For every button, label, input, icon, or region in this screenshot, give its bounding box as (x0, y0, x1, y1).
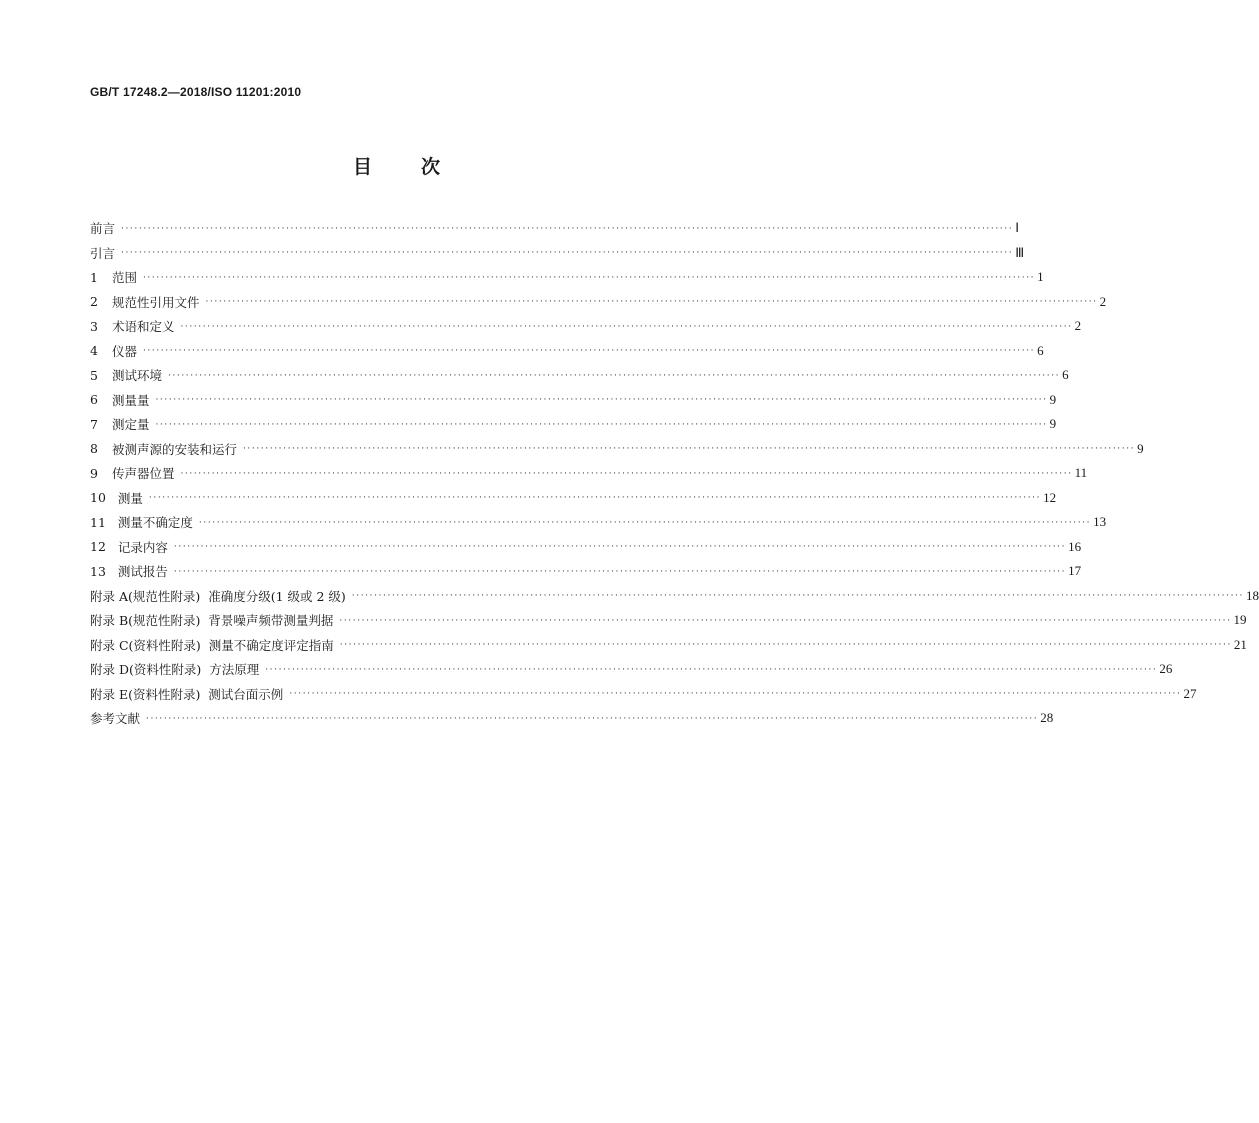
toc-entry-label: 引言 (90, 245, 116, 261)
toc-entry[interactable] (90, 437, 1144, 462)
document-code: GB/T 17248.2—2018/ISO 11201:2010 (90, 85, 302, 99)
dot-leader: ········································································································································································································ (167, 370, 1061, 381)
toc-entry[interactable] (90, 290, 1107, 315)
toc-entry-page: 19 (1233, 612, 1247, 628)
toc-entry[interactable] (90, 265, 1044, 290)
toc-entry-label: 仪器 (111, 343, 137, 359)
toc-entry-page: 2 (1074, 318, 1082, 334)
toc-entry-label: 前言 (90, 221, 116, 237)
toc-entry-label: 传声器位置 (111, 466, 175, 482)
toc-entry-page: 9 (1049, 391, 1057, 407)
toc-entry-number: 1 (90, 269, 98, 285)
toc-entry-page: 18 (1245, 587, 1259, 603)
toc-entry[interactable] (90, 241, 1025, 266)
toc-entry-page: 9 (1137, 440, 1144, 456)
toc-entry-label: (资料性附录) 测试台面示例 (128, 686, 284, 702)
dot-leader: ········································································································································································································ (148, 493, 1042, 504)
toc-entry-page: 6 (1062, 367, 1069, 383)
toc-entry-page: Ⅰ (1015, 220, 1020, 236)
toc-entry[interactable] (90, 339, 1044, 364)
toc-entry-label: (资料性附录) 方法原理 (129, 662, 260, 678)
dot-leader: ········································································································································································································ (180, 468, 1073, 479)
dot-leader: ········································································································································································································ (289, 689, 1182, 700)
dot-leader: ········································································································································································································ (173, 542, 1067, 553)
toc-entry-number: 附录 E (90, 686, 129, 702)
dot-leader: ········································································································································································································ (142, 346, 1036, 357)
toc-entry-label: (规范性附录) 背景噪声频带测量判据 (128, 613, 334, 629)
toc-entry[interactable] (90, 559, 1082, 584)
toc-entry-number: 11 (90, 514, 106, 530)
toc-entry-number: 附录 A (90, 588, 129, 604)
toc-entry-page: 1 (1037, 269, 1044, 285)
toc-entry-page: 16 (1068, 538, 1082, 554)
toc-entry[interactable] (90, 706, 1054, 731)
toc-entry-label: (规范性附录) 准确度分级(1 级或 2 级) (128, 588, 346, 604)
toc-entry-number: 7 (90, 416, 98, 432)
toc-entry-page: 6 (1037, 342, 1044, 358)
dot-leader: ········································································································································································································ (339, 640, 1232, 651)
dot-leader: ········································································································································································································ (198, 517, 1092, 528)
toc-entry-label: 测试环境 (111, 368, 162, 384)
toc-entry-page: 26 (1159, 661, 1173, 677)
toc-entry[interactable] (90, 608, 1247, 633)
toc-entry[interactable] (90, 216, 1020, 241)
toc-entry-page: 13 (1093, 514, 1107, 530)
toc-entry[interactable] (90, 486, 1057, 511)
toc-entry-page: 9 (1049, 416, 1057, 432)
toc-entry-number: 3 (90, 318, 98, 334)
toc-entry[interactable] (90, 682, 1197, 707)
toc-entry-label: 测量 (117, 490, 143, 506)
title-char-1: 目 (352, 156, 373, 178)
toc-entry-page: 11 (1074, 465, 1088, 481)
toc-entry[interactable] (90, 314, 1082, 339)
dot-leader: ········································································································································································································ (339, 615, 1232, 626)
dot-leader: ········································································································································································································ (121, 248, 1014, 259)
page-title (0, 152, 794, 179)
toc-entry[interactable] (90, 412, 1057, 437)
toc-entry-label: 规范性引用文件 (111, 294, 200, 310)
toc-entry-label: 测定量 (111, 417, 150, 433)
toc-entry-label: 测试报告 (117, 564, 168, 580)
title-char-2: 次 (421, 156, 442, 178)
toc-entry-number: 2 (90, 294, 98, 310)
toc-entry[interactable] (90, 510, 1107, 535)
dot-leader: ········································································································································································································ (205, 297, 1098, 308)
toc-entry-label: 被测声源的安装和运行 (111, 441, 237, 457)
toc-entry-number: 9 (90, 465, 98, 481)
toc-entry-page: 2 (1099, 293, 1107, 309)
toc-entry-label: 术语和定义 (111, 319, 175, 335)
table-of-contents (90, 216, 1259, 731)
dot-leader: ········································································································································································································ (142, 272, 1036, 283)
toc-entry-label: 参考文献 (90, 711, 141, 727)
dot-leader: ········································································································································································································ (121, 223, 1014, 234)
toc-entry-number: 附录 D (90, 662, 129, 678)
dot-leader: ········································································································································································································ (351, 591, 1244, 602)
toc-entry-label: (资料性附录) 测量不确定度评定指南 (128, 637, 334, 653)
toc-entry-number: 10 (90, 490, 106, 506)
toc-entry[interactable] (90, 584, 1259, 609)
toc-entry-page: 17 (1068, 563, 1082, 579)
dot-leader: ········································································································································································································ (265, 664, 1158, 675)
toc-entry-number: 13 (90, 563, 106, 579)
toc-entry-number: 附录 B (90, 613, 129, 629)
toc-entry-page: Ⅲ (1015, 244, 1025, 260)
toc-entry-number: 5 (90, 367, 98, 383)
toc-entry-label: 测量量 (111, 392, 150, 408)
toc-entry[interactable] (90, 633, 1247, 658)
toc-entry-page: 27 (1183, 685, 1197, 701)
toc-entry-page: 21 (1233, 636, 1247, 652)
dot-leader: ········································································································································································································ (155, 395, 1048, 406)
toc-entry-page: 12 (1043, 489, 1057, 505)
dot-leader: ········································································································································································································ (146, 713, 1039, 724)
toc-entry[interactable] (90, 535, 1082, 560)
toc-entry[interactable] (90, 363, 1069, 388)
toc-entry-number: 8 (90, 441, 98, 457)
toc-entry[interactable] (90, 461, 1088, 486)
dot-leader: ········································································································································································································ (155, 419, 1048, 430)
toc-entry[interactable] (90, 657, 1173, 682)
toc-entry-number: 12 (90, 539, 106, 555)
toc-entry-label: 记录内容 (117, 539, 168, 555)
dot-leader: ········································································································································································································ (180, 321, 1073, 332)
toc-entry-number: 4 (90, 343, 98, 359)
toc-entry-page: 28 (1040, 710, 1054, 726)
toc-entry-label: 测量不确定度 (117, 515, 193, 531)
toc-entry-number: 6 (90, 392, 98, 408)
dot-leader: ········································································································································································································ (173, 566, 1067, 577)
toc-entry-number: 附录 C (90, 637, 129, 653)
toc-entry[interactable] (90, 388, 1057, 413)
dot-leader: ········································································································································································································ (242, 444, 1136, 455)
toc-entry-label: 范围 (111, 270, 137, 286)
